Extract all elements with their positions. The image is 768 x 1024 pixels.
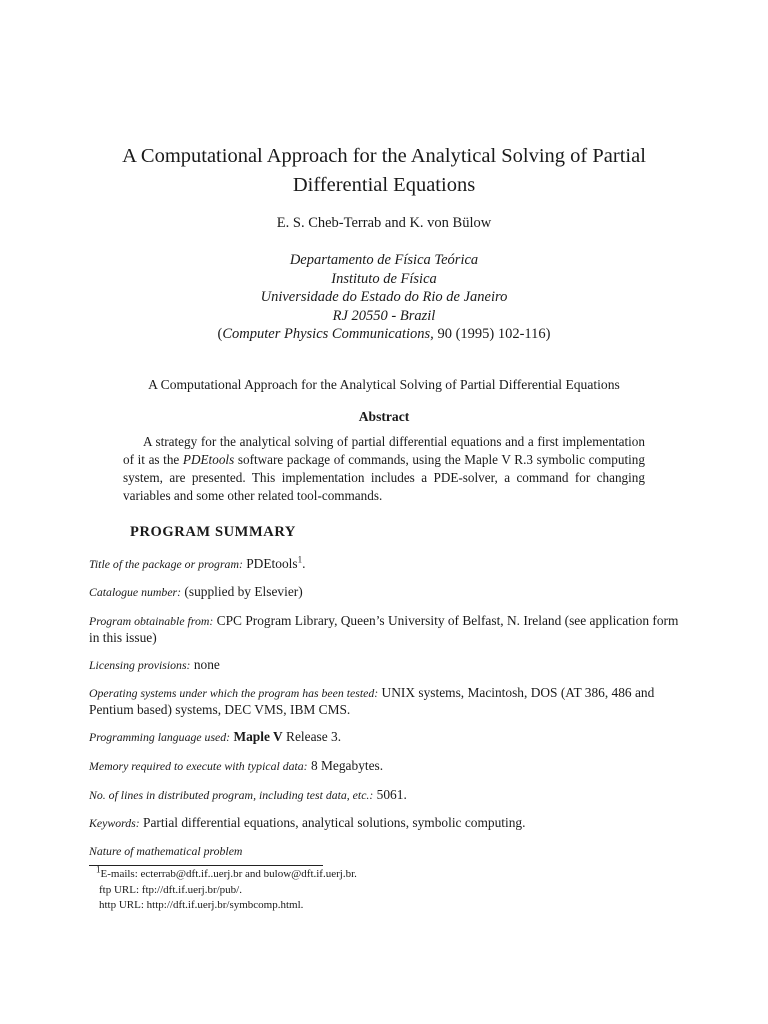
summary-label: No. of lines in distributed program, including test data, etc.: — [89, 788, 374, 802]
journal-name: Computer Physics Communications, — [222, 326, 434, 342]
summary-label: Title of the package or program: — [89, 557, 243, 571]
affiliation-university: Universidade do Estado do Rio de Janeiro — [260, 289, 508, 305]
summary-value: (supplied by Elsevier) — [181, 584, 303, 599]
footnote-line-2: ftp URL: ftp://dft.if.uerj.br/pub/. — [99, 883, 242, 896]
summary-item-nature — [89, 843, 679, 860]
summary-value: Partial differential equations, analytical solutions, symbolic computing. — [139, 815, 526, 830]
paper-title — [60, 142, 708, 200]
summary-label: Licensing provisions: — [89, 658, 191, 672]
summary-value: 5061. — [373, 787, 407, 802]
summary-item-lines — [89, 787, 679, 804]
summary-label: Operating systems under which the program has been tested: — [89, 686, 379, 700]
program-summary-heading: PROGRAM SUMMARY — [130, 524, 296, 540]
summary-label: Memory required to execute with typical data: — [89, 759, 308, 773]
summary-value-bold: Maple V — [230, 729, 283, 744]
abstract-part-2: software package of commands, using the Maple V R.3 symbolic computing system, are presented. This implementation includes a PDE-solver, a command for changing variables and some other related tool-commands. — [123, 452, 645, 503]
footnote-line-3: http URL: http://dft.if.uerj.br/symbcomp.html. — [99, 899, 304, 911]
summary-item-licensing — [89, 657, 679, 674]
summary-value: PDEtools — [242, 556, 298, 571]
summary-label: Programming language used: — [89, 730, 231, 744]
title-line-2: Differential Equations — [292, 174, 476, 196]
affiliation-department: Departamento de Física Teórica — [289, 252, 479, 268]
summary-label: Program obtainable from: — [89, 614, 214, 628]
footnote-number: 1 — [96, 864, 101, 875]
summary-value: Release 3. — [282, 729, 342, 744]
affiliation-block — [60, 251, 708, 344]
journal-ref-open: ( — [217, 326, 223, 342]
summary-item-catalogue — [89, 584, 679, 601]
summary-label: Catalogue number: — [89, 585, 182, 599]
footnote-mark: 1 — [297, 554, 303, 565]
title-line-1: A Computational Approach for the Analytical Solving of Partial — [122, 145, 646, 167]
summary-value-end: . — [302, 556, 306, 571]
footnote — [96, 864, 357, 914]
summary-label: Nature of mathematical problem — [89, 844, 243, 858]
journal-ref-rest: 90 (1995) 102-116) — [433, 326, 551, 342]
summary-value: none — [190, 657, 220, 672]
abstract-heading: Abstract — [358, 409, 410, 424]
footnote-rule — [89, 865, 323, 866]
affiliation-address: RJ 20550 - Brazil — [332, 307, 436, 324]
summary-item-obtainable — [89, 613, 679, 646]
summary-item-language — [89, 729, 679, 746]
summary-item-os — [89, 685, 679, 718]
abstract-text — [123, 433, 645, 505]
author-list: E. S. Cheb-Terrab and K. von Bülow — [276, 215, 492, 231]
footnote-emails: E-mails: ecterrab@dft.if..uerj.br and bulow@dft.if.uerj.br. — [100, 868, 357, 880]
abstract-part-1: A strategy for the analytical solving of partial differential equations and a first implementation of it as the — [123, 434, 645, 467]
summary-item-title — [89, 556, 679, 573]
summary-value: 8 Megabytes. — [307, 758, 384, 773]
journal-reference — [60, 325, 708, 344]
summary-item-keywords — [89, 815, 679, 832]
affiliation-institute: Instituto de Física — [331, 270, 437, 287]
running-title: A Computational Approach for the Analytical Solving of Partial Differential Equations — [148, 377, 620, 392]
abstract-package-name: PDEtools — [182, 452, 235, 467]
summary-value: CPC Program Library, Queen’s University of Belfast, N. Ireland (see application form in this issue) — [89, 613, 679, 645]
footnote-line-1 — [96, 864, 357, 883]
summary-value: UNIX systems, Macintosh, DOS (AT 386, 486 and Pentium based) systems, DEC VMS, IBM CMS. — [89, 685, 655, 717]
summary-item-memory — [89, 758, 679, 775]
summary-label: Keywords: — [89, 816, 140, 830]
